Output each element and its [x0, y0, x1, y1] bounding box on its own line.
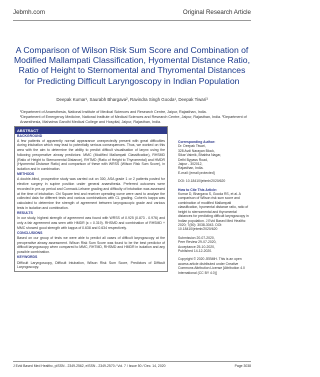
footer-divider: [13, 361, 251, 362]
corr-line: Delhi Bypass Road,: [178, 157, 208, 162]
journal-citation: J Evid Based Med Healthc, pISSN - 2349-2562, eISSN - 2349-2570 / Vol. 7 / Issue 50 / Dec. 14, 2020: [13, 364, 166, 368]
page-header: [13, 9, 251, 19]
corr-line: Dr. Deepak Tiwari,: [178, 144, 206, 149]
corr-line: Sikar Vaimik, Bhabha Nagar,: [178, 153, 222, 158]
corr-line: 328 Avdi Narayan Block,: [178, 148, 215, 153]
abstract-heading: ABSTRACT: [15, 127, 167, 134]
methods-text: A double-blind, prospective study was carried out on 300, ASA grade 1 or 2 patients posted for elective surgery in supine position under general anaesthesia. Preferred outcomes were recorded in pre-op period and Cormack-Lehane grading and difficulty of intubation was assessed at the time of intubation. Chi Square test and receiver operating curve were used to analyse the collected data for different tests and various combinations with CL grading. Cohen's kappa was calculated to determine the strength of agreement between laryngoscopic grade and various tests in isolation and combination.: [17, 177, 165, 210]
sidebar: [178, 140, 252, 275]
abstract-box: [14, 126, 168, 272]
copyright: Copyright © 2020 JEBMH. This is an open access article distributed under Creative Commons Attribution License [Attribution 4.0 International (CC BY 4.0)]: [178, 257, 245, 275]
date-line: Peer Review 29-07-2020,: [178, 240, 217, 245]
background-text: A few patients of apparently normal appearance unexpectedly present with great difficulties during intubation which may lead to potentially serious consequences. Thus, we worked on this area with the aim to determine the ability to predict difficult visualisation of larynx using the following preoperative airway predictors: MMC (Modified Mallampati Classification), RHSMD (Ratio of Height to Sternomental Distance), RHTMD (Ratio of Height to Thyromental) and HMDR (Hyomental Distance Ratio) and comparison of these with WRSS (Wilson Risk Sum Score), in isolation and in combination.: [17, 138, 165, 171]
conclusions-text: Based on our group of tests we were able to predict all cases of difficult laryngoscopy at the preoperative airway assessment. Wilson Risk Sum Score was found to be the best predictor of difficult laryngoscopy when compared to MMC, RHTMD, RHSMD and HMDR in isolation and any possible combination.: [17, 236, 165, 255]
author-list: Deepak Kumar¹, Saurabh Bhargava², Ravindra Singh Gooda¹, Deepak Tiwari³: [56, 97, 208, 102]
date-line: Submission 20-07-2020,: [178, 235, 215, 240]
results-label: RESULTS: [17, 211, 33, 215]
date-line: Published 14-12-2020.: [178, 248, 213, 253]
page-number: Page 3038: [234, 364, 251, 368]
header-divider: [13, 20, 251, 21]
date-line: Acceptance 25-10-2020,: [178, 244, 215, 249]
page-footer: [13, 364, 251, 368]
corr-line: Rajasthan, India.: [178, 166, 204, 171]
corr-line: Jaipur - 302012,: [178, 162, 203, 167]
keywords-label: KEYWORDS: [17, 255, 38, 260]
cite-label: How to Cite This Article:: [178, 187, 218, 192]
cite-text: Kumar D, Bhargava S, Gooda RS, et al. A comparison of Wilson risk sum score and combination of modified Mallampati classification, hyomental distance ratio, ratio of height to sternomental and thyromental distances for predicting difficult laryngoscopy in Indian population. J Evid Based Med Healthc 2020; 7(50): 3038-3043. DOI: 10.18410/jebmh/2020/620: [178, 192, 249, 232]
site-name: Jebmh.com: [13, 9, 45, 16]
background-label: BACKGROUND: [17, 133, 43, 138]
methods-label: METHODS: [17, 172, 35, 177]
results-text: In our study, highest strength of agreement was found with WRSS of 0.925 (0.873 - 0.976) and only a fair agreement was seen with HMDR (κ = 0.319). RHSMD and combination of RHSMD + MMC showed good strength with kappa of 0.638 and 0.634 respectively.: [17, 216, 165, 230]
affiliations: [20, 110, 248, 126]
affiliation-1: ¹Department of Anaesthesia, National Institute of Medical Sciences and Research Centre, Jaipur, Rajasthan, India.: [20, 110, 207, 114]
corr-email[interactable]: E-mail: [email protected]: [178, 170, 215, 175]
affiliation-2: ²Department of Emergency Medicine, National Institute of Medical Sciences and Research Centre, Jaipur, Rajasthan, India. ³Department of Anaesthesia, Mahatma Gandhi Medical College and Hospital, Jaipur, Rajasthan, India.: [20, 115, 247, 125]
conclusions-label: CONCLUSIONS: [17, 230, 43, 235]
paper-title: A Comparison of Wilson Risk Sum Score and Combination of Modified Mallampati Classification, Hyomental Distance Ratio, Ratio of Height to Sternomental and Thyromental Distances for Predicting Difficult Laryngoscopy in Indian Population: [14, 45, 250, 86]
article-type: Original Research Article: [182, 9, 251, 16]
corresponding-label: Corresponding Author:: [178, 140, 216, 144]
keywords-text: Difficult Laryngoscopy, Difficult Intubation, Wilson Risk Sum Score, Predictors of Difficult Laryngoscopy.: [17, 260, 165, 270]
doi[interactable]: DOI: 10.18410/jebmh/2020/620: [178, 179, 226, 184]
